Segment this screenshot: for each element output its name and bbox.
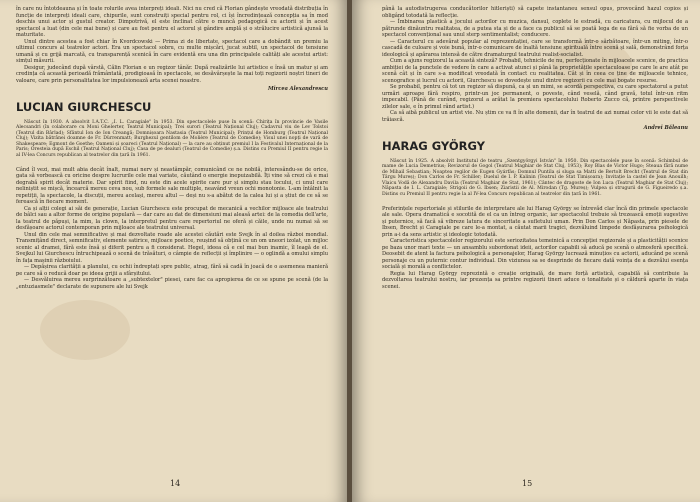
paragraph: — Depășirea clarității a planului, cu ochii îndreptați spre public, atrag, fără să cadă în joacă de o asemenea manieră pe care să o reducă doar pe ideea grijii a sfârșitului. (16, 264, 328, 277)
paragraph: Ca să aibă publicul un artist vie. Nu știm ce va fi în alte domenii, dar în teatrul de azi numai celor vii le este dat să trăiască. (382, 110, 688, 123)
paragraph: Caracteristica spectacolelor regizorului este seriozitatea temeinică a concepției regizorale și a plasticității scenice pe baza unor mari texte — un ansamblu subordonat ideii, actorilor capabili să aducă pe scenă o atmosferă specifică. Deosebit de atent la factura psihologică a personajelor, Harag György lucrează minuțios cu actorii, aducând pe scenă personaje cu un puternic contur individual. Din viziunea sa se desprinde de fiecare dată voința de a dezvălui esența socială și morală a conflictelor. (382, 238, 688, 271)
right-column (382, 6, 688, 290)
paragraph: Preferințele repertoriale și stilurile de interpretare ale lui Harag György se întrevăd clar încă din primele spectacole ale sale. Opera dramatică e socotită de el ca un întreg organic, iar spectacolul trebuie să trezească emoții sugestive și puternice, să facă să vibreze latura de sinceritate a sufletului uman. Prin Don Carlos și Năpasta, prin piesele de Ibsen, Brecht și Caragiale pe care le-a montat, a căutat marii tragici, dezvăluind limpede desfășurarea psihologică prin a-i da sens artistic și ideologic totodată. (382, 205, 688, 238)
paragraph: Regia lui Harag György reprezintă o creație originală, de mare forță artistică, capabilă să contribuie la dezvoltarea teatrului nostru, iar prezența sa printre regizorii tineri aduce o tonalitate și o căldură aparte în viața scenei. (382, 270, 688, 290)
paragraph: Desigur, judecând după vârstă, Călin Florian e un regizor tânăr. După realizările lui artistice e însă un matur și am credința că această perioadă frământată, prodigioasă în spectacole, se desăvârșește la mai toți regizorii noștri tineri de valoare, care prin personalitatea lor impulsionează arta scenei noastre. (16, 64, 328, 84)
paragraph: Se probabil, pentru că tot un regizor să dispună, ca și un mimi, se acordă perspectiva, cu care spectatorul a putut urmări aproape fără respiro, printr-un joc permanent, o poveste, când veselă, când gravă, totul într-un ritm impecabil. (Până de curând, regizorul a arătat la premiera spectacolului Roberto Zucco că, printre perspectivele zilelor sale, e în primul rând artist.) (382, 84, 688, 110)
left-column (16, 6, 328, 290)
left-page (0, 0, 348, 502)
paragraph: în care nu întotdeauna și în toate rolurile avea interpreți ideali. Nici nu cred că Florian gândește vreodată distribuția în funcție de interpreți ideali care, chipurile, sunt construiți special pentru rol, ci își încredințează concepția sa în mod deschis unui actor și gustul creator. Dimpotrivă, el este înclinat către o muncă pedagogică cu actorii și în acest spectacol a luat (din cele mai bune) și care au fost pentru el actorul și gândire amplă și o strălucire artistică ajunsă la maturitate. (16, 6, 328, 38)
biography: Născut în 1930. A absolvit I.A.T.C. „I. L. Caragiale" în 1953. Din spectacolele puse în scenă: Chirița în provincie de Vasile Alecsandri (în colaborare cu Moni Ghelerter, Teatrul Municipal); Trei surori (Teatrul Național Cluj); Cadavrul viu de Lev Tolstoi (Teatrul din Bârlad); Sfântul Ion de Ion Creangă; Domnișoara Nastasia (Teatrul Municipal); Prințul de Homburg (Teatrul Național Cluj); Vizita bătrânei doamne de Fr. Dürrenmatt; Burghezul gentilom de Molière (Teatrul de Comedie); Visul unei nopți de vară de Shakespeare; Egmont de Goethe; Oameni și șoareci (Teatrul Național) — la care au obținut premiul I la Festivalul Internațional de la Paris; Oresteia după Eschil (Teatrul Național Cluj); Casa de pe dealuri (Teatrul de Comedie) ș.a. Distins cu Premiul II pentru regie la al IV-lea Concurs republican al teatrelor din țară în 1961. (16, 119, 328, 159)
paragraph: Ca și alții colegi ai săi de generație, Lucian Giurchescu este procupat de mecanică a vechilor mijloace ale teatrului de bâlci sau a altor forme de origine populară — dar care au dat de dimensiuni mai aleasă artei: de la comedia dell'arte, la teatrul de păpuși, la mim, la clown, la interpretul pentru care repertoriul ne oferă și căile, unde nu numai să se desfășoare actorul contemporan prin mijloace ale teatrului universal. (16, 205, 328, 232)
paragraph: Unul din cele mai semnificative și mai dezvoltate roade ale acestei căutări este Svejk în al doilea război mondial. Transmițând direct, semnificativ, elemente satirice, mijloace poetice, reușind să obțină ce un om uneori izolat, un mijloc scenic al dramei, fără este însă și diferit pentru a fi considerat. Hegel, ideea că e cel mai bun inamic, îl leagă de el. Svejkul lui Giurchescu întruchipează o scenă de trăsături, o câmpie de reflecții și împlinire — o oglindă a omului simplu în fața mașinii războiului. (16, 231, 328, 264)
paragraph: Când îl vezi, mai mult abia decât înalt, numai nerv și neastâmpăr, comunicând ce ne nobilă, interesându-se de orice, gata să vorbească cu oricine despre lucrurile cele mai variate, căutând o energie inepuizabilă. Îți vine să crezi că e mai degrabă spirit decât materie. Dar spirit fiind, nu este din acele spirite care pur și simplu stau locului, ci unul care neliniștit se mișcă, încearcă mereu ceva nou, sub formele sale multiple, neavând vreun ochi monotonie. L-am întâlnit la repetiții, la spectacole, la discuții, mereu același, mereu altul — deși nu s-a abătut de la calea lui și a știut de ce să se ferească în fiecare moment. (16, 166, 328, 206)
page-number: 14 (170, 479, 181, 488)
author-signature: Andrei Băleanu (643, 125, 688, 131)
section-heading: HARAG GYÖRGY (382, 138, 485, 153)
right-page (352, 0, 700, 502)
section-heading: LUCIAN GIURCHESCU (16, 99, 152, 114)
paragraph: — Îmbinarea plastică a jocului actorilor cu muzica, dansul, coplete le estradă, cu caricatura, cu mijlocul de a pătrunde dinăuntru realitatea, de a putea sta și de a face ca publicul să se poată lega de ea fără să fie vorba de un spectacol convențional sau unul sterp sentimentalist; conducere. (382, 19, 688, 38)
paragraph: până la autodistrugerea conducătorilor hitleriști) să capete instantaneu sensul opus, provocând hazul copios și obligând totodată la reflecție. (382, 6, 688, 19)
paragraph: — Desvăluirea mereu surprinzătoare a „subtextelor" piesei, care fac ca apropierea de ce se spune pe scenă (de la „entuziasmele" declarate de supunere ale lui Svejk (16, 277, 328, 290)
paragraph: Cum a ajuns regizorul la această sinteză? Probabil, tehnicile de nu, perfecționate în mijloacele scenice, de practica ambiției de la punctele de vedere în care a activat atunci și până la proprietățile spectaculoase pe care le are atât pe scenă cât și în care s-a modificat vreodată în contact cu realitatea. Cât și în ceea ce ține de mijloacele tehnice, scenografice și lucrul cu actorii, Giurchescu se dovedește unul dintre regizorii cu cele mai bogate resurse. (382, 58, 688, 84)
biography: Născut în 1925. A absolvit Institutul de teatru „Szentgyörgyi István" în 1950. Din spectacolele puse în scenă: Schimbul de mame de Lucia Demetrius; Revizorul de Gogol (Teatrul Maghiar de Stat Cluj, 1953); Roy Blas de Victor Hugo; Steaua fără nume de Mihail Sebastian; Noaptea regilor de Eugen Gyárfás; Domnul Puntila și sluga sa Matti de Bertolt Brecht (Teatrul de Stat din Târgu Mureș); Don Carlos de Fr. Schiller; Duelul de I. P. Kalinin (Teatrul de Stat Timișoara); Invitație la castel de Jean Anouilh; Vlaicu Vodă de Alexandru Davila (Teatrul Maghiar de Stat, 1961); Cântec de dragoste de Ion Luca (Teatrul Maghiar de Stat Cluj); Năpasta de I. L. Caragiale; Strigoii de G. Ibsen; Ziaristii de Al. Mirodan (Tg. Mureș); Vulpea și strugurii de G. Figueiredo ș.a. Distins cu Premiul II pentru regie la al IV-lea Concurs republican al teatrelor din țară în 1961. (382, 158, 688, 198)
author-signature: Mircea Alexandrescu (267, 86, 328, 92)
paragraph: Unul dintre acestea a fost chiar în Kvordcowski — Prima zi de libertate, spectacol care a dobândit un premiu la ultimul concurs al teatrelor actori. Era un spectacol sobru, cu multe mișcări, jucat subtil, un spectacol de tensiune umană și cu grijă marcată, cu transparență scenică în care evidentă era una din principalele calități ale acestui artist: simțul măsurii. (16, 38, 328, 64)
page-number: 15 (522, 479, 533, 488)
paragraph: — Caracterul cu adevărat popular al reprezentației, care se transformă într-o sărbătoare, într-un miting, într-o cascadă de culoare și voie bună, într-o comunicare de înaltă tensiune spirituală între scenă și sală, demonstrând forța ideologică și apărarea intensă de către dramaturgul teatrului realist-socialist. (382, 38, 688, 58)
